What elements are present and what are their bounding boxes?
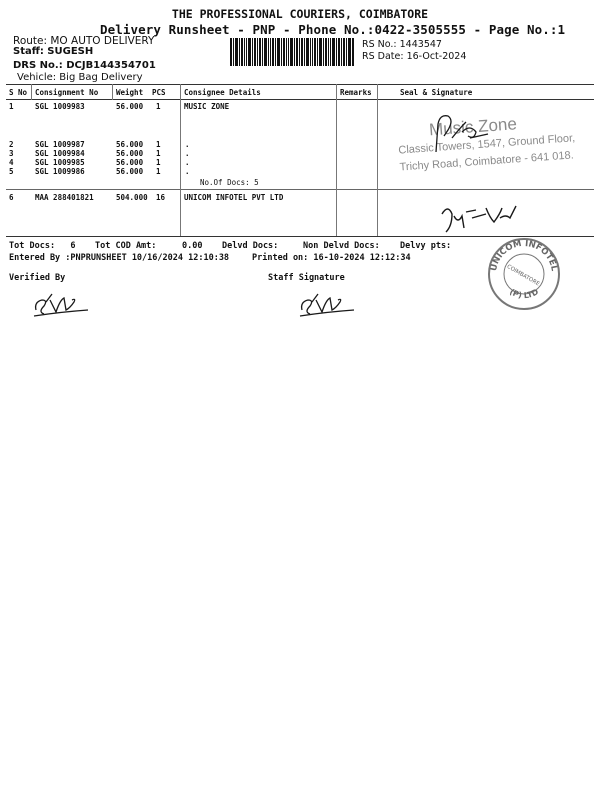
no-of-docs: No.Of Docs: 5 [200, 178, 259, 187]
barcode [230, 38, 354, 66]
svg-text:(P) LTD [508, 287, 540, 300]
delivery-points: Delvy pts: [400, 241, 452, 251]
row-6-pcs: 16 [156, 193, 166, 202]
row-4-consignment: SGL 1009985 [35, 158, 85, 167]
svg-text:UNICOM INFOTEL [489, 239, 559, 273]
col-divider [112, 84, 113, 100]
row-5-sno: 5 [9, 167, 14, 176]
document-subtitle: Delivery Runsheet - PNP - Phone No.:0422-3505555 - Page No.:1 [100, 22, 566, 37]
staff-signature [296, 288, 358, 320]
column-header-consignment: Consignment No [35, 88, 99, 97]
row-2-weight: 56.000 [116, 140, 144, 149]
printed-on: Printed on: 16-10-2024 12:12:34 [252, 253, 411, 263]
row-4-sno: 4 [9, 158, 14, 167]
vehicle-label: Vehicle: Big Bag Delivery [17, 72, 143, 83]
row-3-weight: 56.000 [116, 149, 144, 158]
unicom-round-seal [486, 236, 562, 312]
stamp-address-line2: Trichy Road, Coimbatore - 641 018. [399, 149, 575, 174]
row-2-consignee: . [185, 140, 190, 149]
consignee-signature-1 [426, 108, 496, 158]
stamp-address-line1: Classic Towers, 1547, Ground Floor, [398, 132, 576, 157]
row-1-sno: 1 [9, 102, 14, 111]
row-1-consignment: SGL 1009983 [35, 102, 85, 111]
non-delivered-docs: Non Delvd Docs: [303, 241, 380, 251]
col-divider [180, 84, 181, 236]
row-6-consignee: UNICOM INFOTEL PVT LTD [184, 193, 284, 202]
staff-signature-label: Staff Signature [268, 273, 345, 283]
column-header-remarks: Remarks [340, 88, 372, 97]
row-4-consignee: . [185, 158, 190, 167]
row-6-weight: 504.000 [116, 193, 148, 202]
column-header-weight: Weight [116, 88, 144, 97]
row-5-consignment: SGL 1009986 [35, 167, 85, 176]
column-header-sno: S No [9, 88, 28, 97]
entered-by: Entered By :PNPRUNSHEET 10/16/2024 12:10:38 [9, 253, 230, 263]
row-1-pcs: 1 [156, 102, 161, 111]
consignee-signature-2 [436, 196, 536, 240]
row-3-consignment: SGL 1009984 [35, 149, 85, 158]
row-4-weight: 56.000 [116, 158, 144, 167]
staff-label: Staff: SUGESH [13, 46, 94, 57]
document-title: THE PROFESSIONAL COURIERS, COIMBATORE [171, 7, 429, 21]
row-5-consignee: . [185, 167, 190, 176]
row-3-sno: 3 [9, 149, 14, 158]
total-cod-amount: Tot COD Amt: 0.00 [95, 241, 203, 251]
row-2-sno: 2 [9, 140, 14, 149]
route-label: Route: MO AUTO DELIVERY [13, 35, 155, 47]
table-top-rule [6, 84, 594, 85]
delivered-docs: Delvd Docs: [222, 241, 279, 251]
row-1-weight: 56.000 [116, 102, 144, 111]
column-header-consignee: Consignee Details [184, 88, 261, 97]
row-6-consignment: MAA 288401821 [35, 193, 94, 202]
seal-top-text: UNICOM INFOTEL [489, 238, 559, 272]
rs-date: RS Date: 16-Oct-2024 [362, 51, 467, 62]
row-2-pcs: 1 [156, 140, 161, 149]
seal-center-text: COIMBATORE [505, 263, 541, 288]
row-5-pcs: 1 [156, 167, 161, 176]
col-divider [336, 84, 337, 236]
row-6-sno: 6 [9, 193, 14, 202]
row-3-pcs: 1 [156, 149, 161, 158]
row-5-weight: 56.000 [116, 167, 144, 176]
stamp-shop-name: Music Zone [428, 114, 518, 140]
column-header-pcs: PCS [152, 88, 166, 97]
rs-number: RS No.: 1443547 [362, 39, 442, 50]
drs-number: DRS No.: DCJB144354701 [13, 60, 156, 71]
row-4-pcs: 1 [156, 158, 161, 167]
table-header-rule [6, 99, 594, 100]
row-2-consignment: SGL 1009987 [35, 140, 85, 149]
total-docs: Tot Docs: 6 [9, 241, 76, 251]
table-row-divider [6, 189, 594, 190]
column-header-seal-signature: Seal & Signature [400, 88, 473, 97]
col-divider [31, 84, 32, 100]
verified-by-label: Verified By [9, 273, 66, 283]
verified-by-signature [30, 290, 92, 318]
row-3-consignee: . [185, 149, 190, 158]
row-1-consignee: MUSIC ZONE [184, 102, 230, 111]
seal-bottom-text: (P) LTD [507, 287, 540, 301]
